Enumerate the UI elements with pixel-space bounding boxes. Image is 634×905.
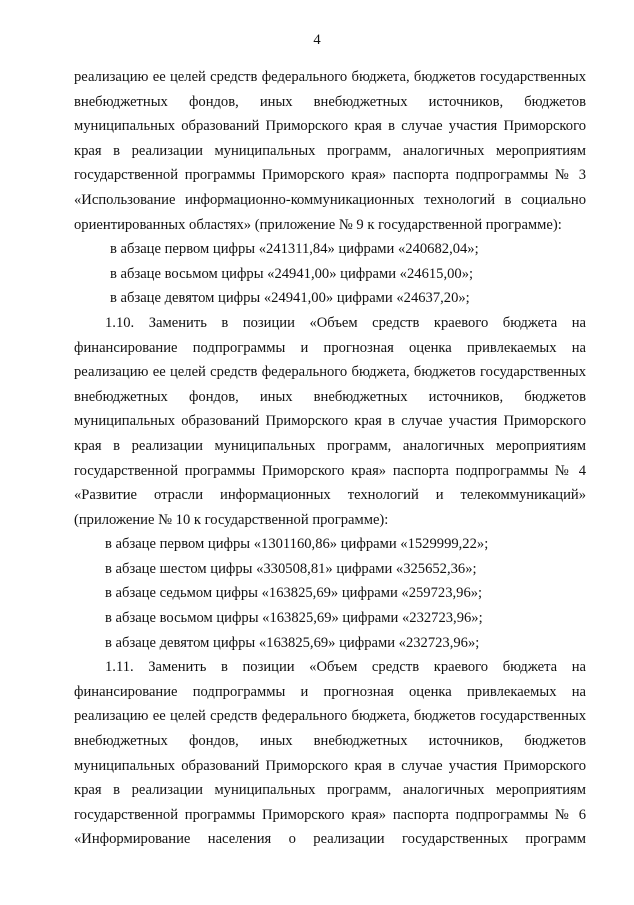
- text-line: в абзаце седьмом цифры «163825,69» цифрами «259723,96»;: [105, 585, 483, 602]
- text-line: в абзаце шестом цифры «330508,81» цифрами «325652,36»;: [105, 560, 477, 577]
- text-line: реализацию ее целей средств федерального бюджета, бюджетов государственных: [74, 69, 586, 85]
- text-line: в абзаце восьмом цифры «163825,69» цифрами «232723,96»;: [105, 610, 483, 627]
- text-line: «Информирование населения о реализации государственных программ: [74, 831, 586, 848]
- text-line: (приложение № 10 к государственной программе):: [74, 511, 389, 528]
- text-line: в абзаце первом цифры «241311,84» цифрами «240682,04»;: [110, 241, 479, 258]
- text-line: внебюджетных фондов, иных внебюджетных источников, бюджетов: [74, 93, 586, 110]
- text-line: в абзаце девятом цифры «163825,69» цифрами «232723,96»;: [105, 634, 480, 651]
- text-line: «Развитие отрасли информационных технологий и телекоммуникаций»: [74, 487, 586, 504]
- text-line: «Использование информационно-коммуникационных технологий в социально: [74, 191, 586, 208]
- text-line: финансирование подпрограммы и прогнозная оценка привлекаемых на: [74, 339, 586, 356]
- text-line: государственной программы Приморского края» паспорта подпрограммы № 4: [74, 462, 586, 479]
- text-line: в абзаце первом цифры «1301160,86» цифрами «1529999,22»;: [105, 536, 489, 553]
- text-line: реализацию ее целей средств федерального бюджета, бюджетов государственных: [74, 364, 586, 381]
- text-line: ориентированных областях» (приложение № 9 к государственной программе):: [74, 216, 562, 233]
- text-line: в абзаце девятом цифры «24941,00» цифрами «24637,20»;: [110, 290, 470, 307]
- text-line: внебюджетных фондов, иных внебюджетных источников, бюджетов: [74, 733, 586, 750]
- text-line: края в реализации муниципальных программ, аналогичных мероприятиям: [74, 782, 586, 799]
- text-line: муниципальных образований Приморского края в случае участия Приморского: [74, 757, 586, 774]
- text-line: края в реализации муниципальных программ, аналогичных мероприятиям: [74, 437, 586, 454]
- text-line: муниципальных образований Приморского края в случае участия Приморского: [74, 413, 586, 430]
- text-lines: [74, 65, 586, 852]
- text-line: государственной программы Приморского края» паспорта подпрограммы № 3: [74, 167, 586, 184]
- text-line: финансирование подпрограммы и прогнозная оценка привлекаемых на: [74, 683, 586, 700]
- text-line: края в реализации муниципальных программ, аналогичных мероприятиям: [74, 142, 586, 159]
- page-number: 4: [313, 32, 321, 48]
- text-line: в абзаце восьмом цифры «24941,00» цифрами «24615,00»;: [110, 265, 474, 282]
- document-body: [74, 65, 586, 852]
- text-line: государственной программы Приморского края» паспорта подпрограммы № 6: [74, 806, 586, 823]
- text-line: 1.10. Заменить в позиции «Объем средств краевого бюджета на: [105, 314, 586, 331]
- text-line: 1.11. Заменить в позиции «Объем средств краевого бюджета на: [105, 659, 586, 676]
- text-line: реализацию ее целей средств федерального бюджета, бюджетов государственных: [74, 708, 586, 725]
- text-line: внебюджетных фондов, иных внебюджетных источников, бюджетов: [74, 388, 586, 405]
- text-line: муниципальных образований Приморского края в случае участия Приморского: [74, 118, 586, 135]
